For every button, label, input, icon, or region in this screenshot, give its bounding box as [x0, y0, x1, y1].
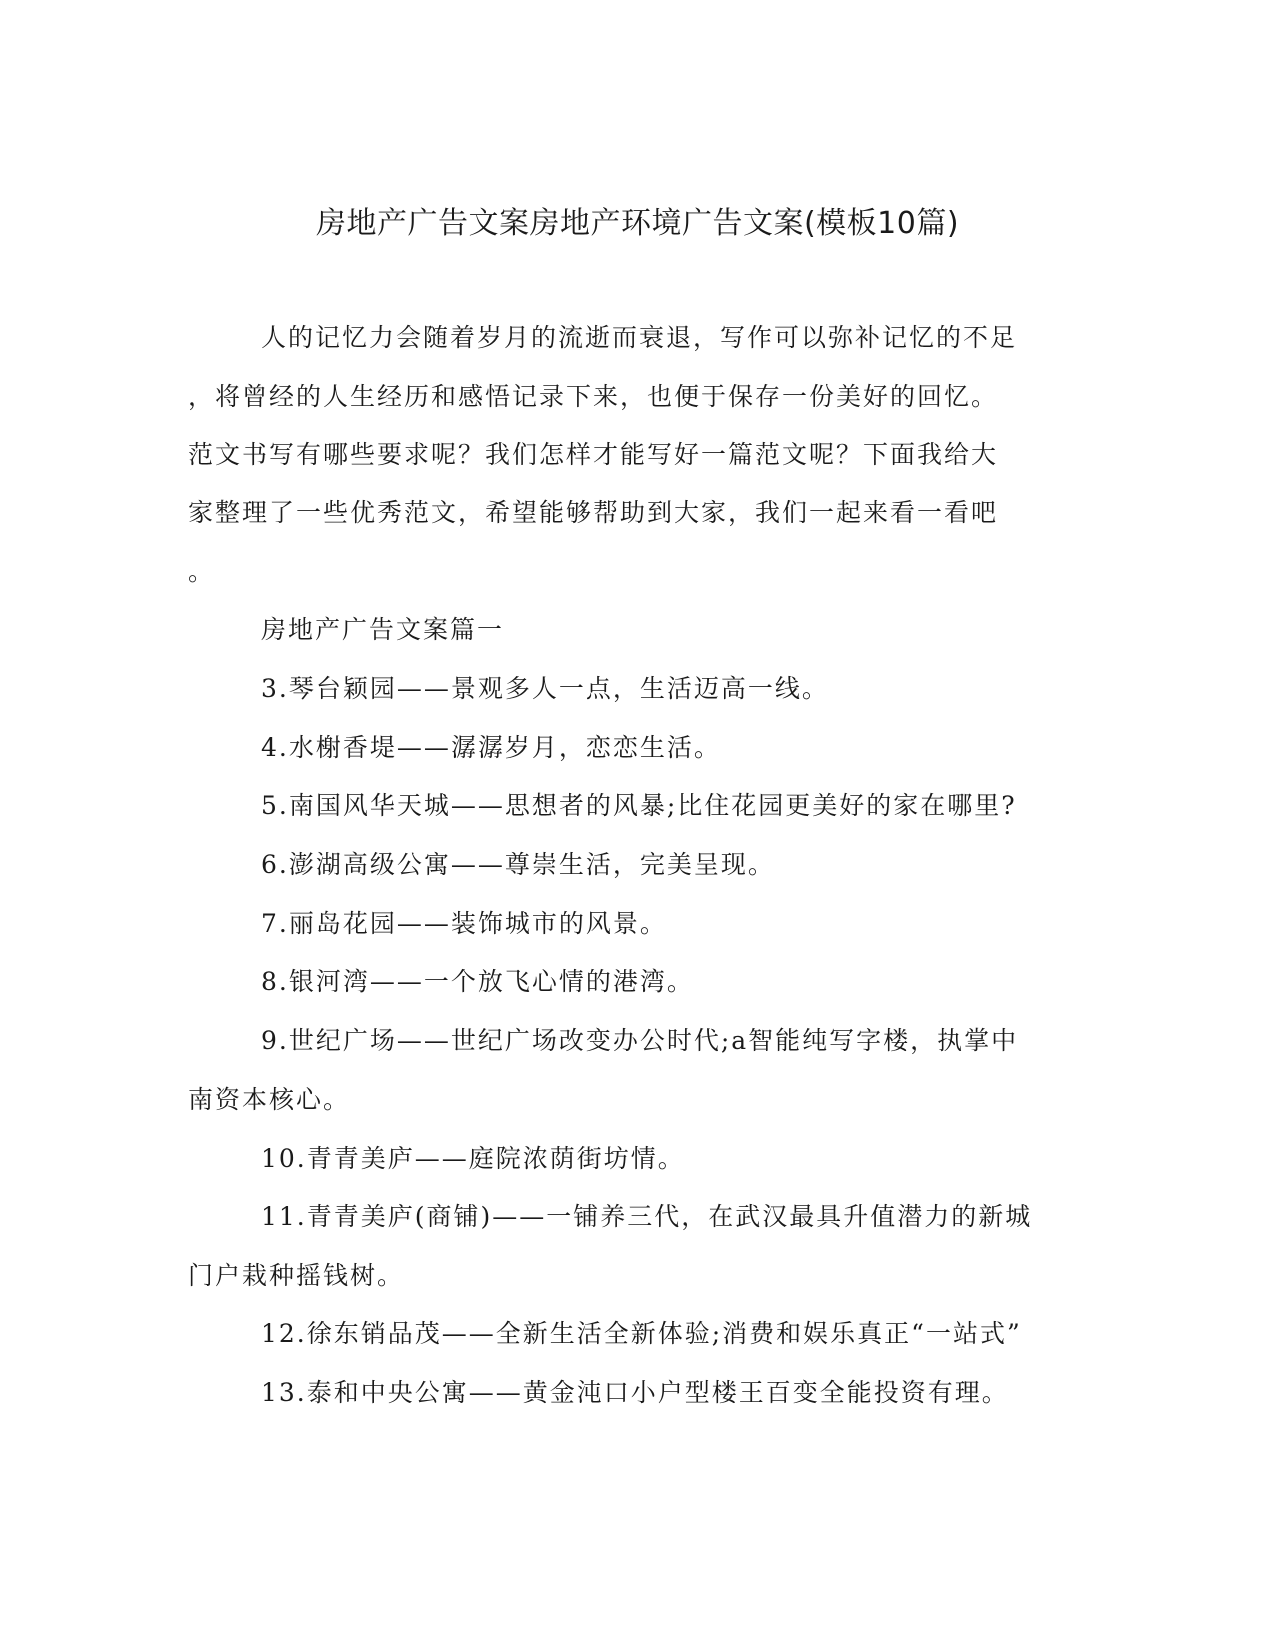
list-item: 11.青青美庐(商铺)——一铺养三代，在武汉最具升值潜力的新城: [261, 1202, 1033, 1231]
section-heading: 房地产广告文案篇一: [261, 615, 505, 644]
list-item: 6.澎湖高级公寓——尊崇生活，完美呈现。: [261, 850, 775, 879]
list-item: 10.青青美庐——庭院浓荫街坊情。: [261, 1144, 685, 1173]
intro-line-1: 人的记忆力会随着岁月的流逝而衰退，写作可以弥补记忆的不足: [261, 323, 1018, 352]
list-item: 4.水榭香堤——潺潺岁月，恋恋生活。: [261, 733, 721, 762]
list-item-continuation: 门户栽种摇钱树。: [188, 1261, 405, 1290]
intro-line-4: 家整理了一些优秀范文，希望能够帮助到大家，我们一起来看一看吧: [188, 498, 999, 527]
list-item: 12.徐东销品茂——全新生活全新体验;消费和娱乐真正“一站式”: [261, 1319, 1022, 1348]
intro-line-2: ，将曾经的人生经历和感悟记录下来，也便于保存一份美好的回忆。: [188, 382, 999, 411]
list-item: 7.丽岛花园——装饰城市的风景。: [261, 909, 667, 938]
document-title: 房地产广告文案房地产环境广告文案(模板10篇): [315, 206, 960, 241]
list-item: 13.泰和中央公寓——黄金沌口小户型楼王百变全能投资有理。: [261, 1378, 1009, 1407]
list-item: 8.银河湾——一个放飞心情的港湾。: [261, 967, 694, 996]
intro-line-5: 。: [188, 557, 216, 586]
list-item: 9.世纪广场——世纪广场改变办公时代;a智能纯写字楼，执掌中: [261, 1026, 1019, 1055]
list-item: 5.南国风华天城——思想者的风暴;比住花园更美好的家在哪里?: [261, 791, 1017, 820]
list-item: 3.琴台颖园——景观多人一点，生活迈高一线。: [261, 674, 829, 703]
intro-line-3: 范文书写有哪些要求呢？我们怎样才能写好一篇范文呢？下面我给大: [188, 440, 999, 469]
list-item-continuation: 南资本核心。: [188, 1085, 351, 1114]
